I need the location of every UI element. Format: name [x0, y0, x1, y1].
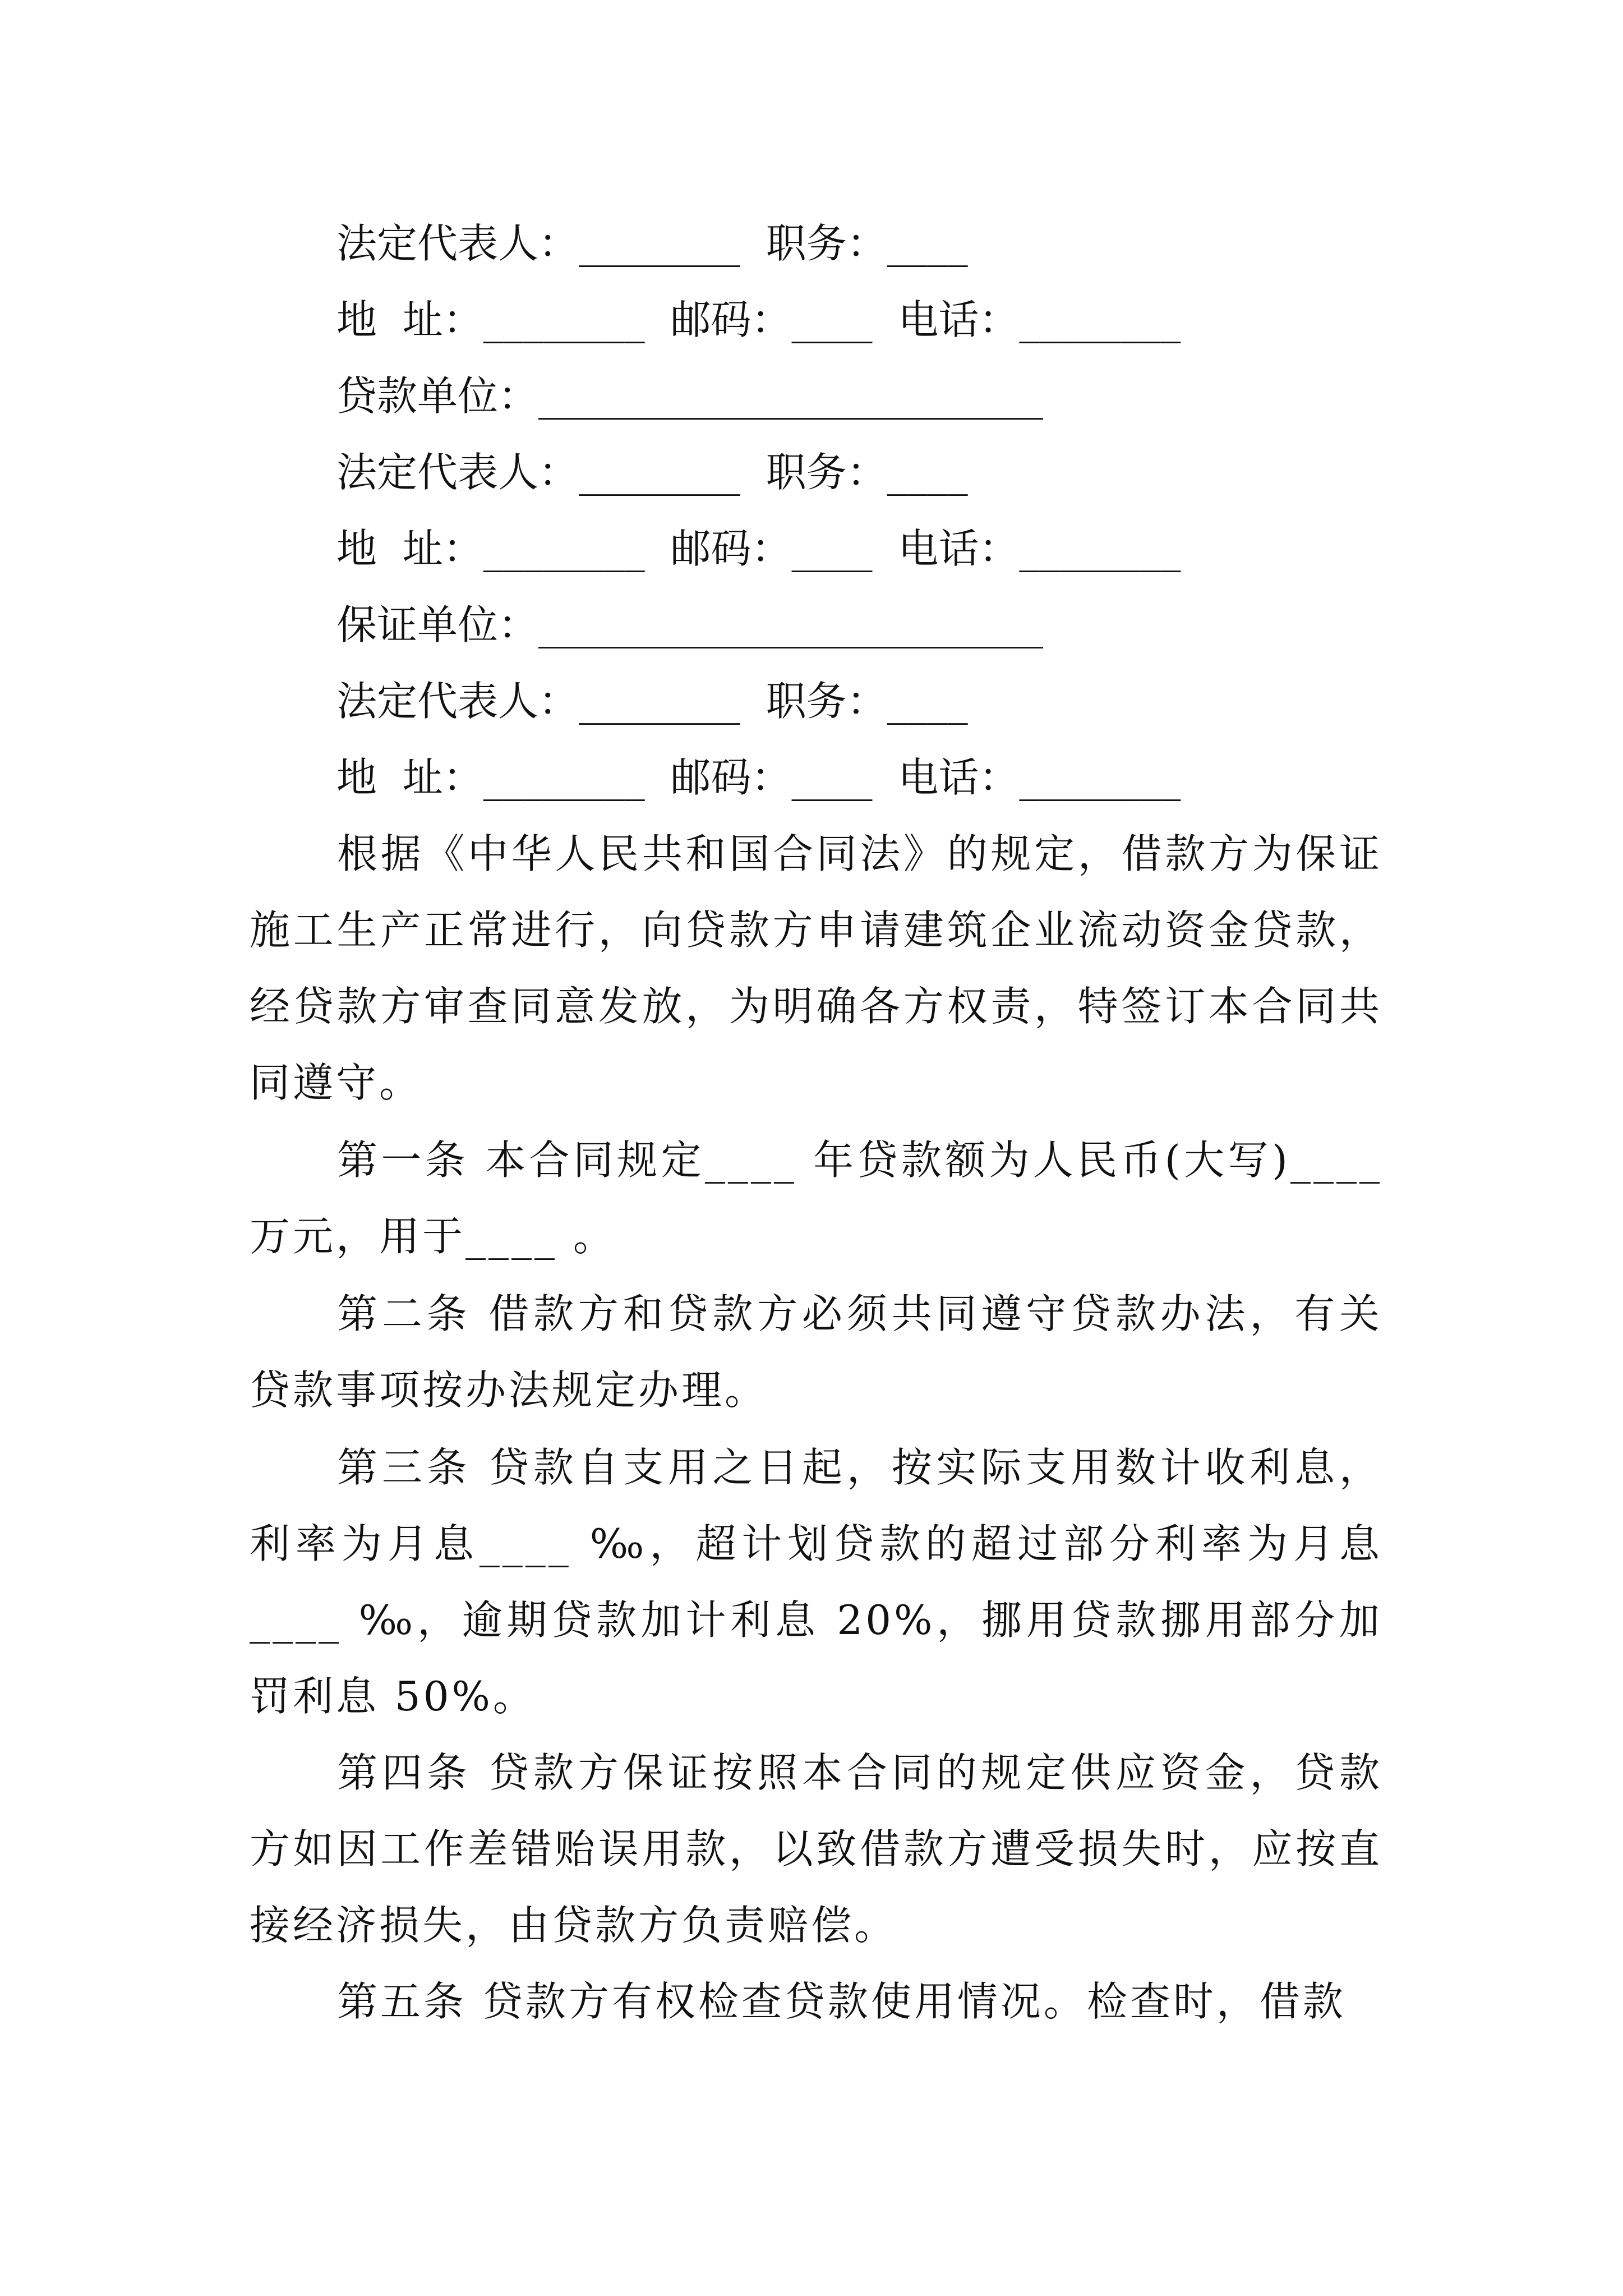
lender-line: 贷款单位：_________________________	[336, 372, 1044, 420]
legal-representative-line: 法定代表人：________ 职务：____	[336, 220, 968, 267]
article-3-paragraph: 第三条 贷款自支用之日起，按实际支用数计收利息，利率为月息____ ‰，超计划贷款的超过部分利率为月息____ ‰，逾期贷款加计利息 20%，挪用贷款挪用部分加罚利息 50%。	[250, 1444, 1382, 1720]
address-line: 地 址：________ 邮码：____ 电话：________	[336, 754, 1181, 801]
address-line: 地 址：________ 邮码：____ 电话：________	[336, 525, 1181, 572]
guarantor-line: 保证单位：_________________________	[336, 601, 1044, 648]
article-1-paragraph: 第一条 本合同规定____ 年贷款额为人民币(大写)____万元，用于____ 。	[250, 1137, 1382, 1260]
article-2-paragraph: 第二条 借款方和贷款方必须共同遵守贷款办法，有关贷款事项按办法规定办理。	[250, 1290, 1382, 1414]
article-5-paragraph: 第五条 贷款方有权检查贷款使用情况。检查时，借款	[337, 1978, 1346, 2025]
preamble-paragraph: 根据《中华人民共和国合同法》的规定，借款方为保证施工生产正常进行，向贷款方申请建筑企业流动资金贷款，经贷款方审查同意发放，为明确各方权责，特签订本合同共同遵守。	[250, 830, 1382, 1106]
address-line: 地 址：________ 邮码：____ 电话：________	[336, 296, 1181, 343]
legal-representative-line: 法定代表人：________ 职务：____	[336, 678, 968, 725]
legal-representative-line: 法定代表人：________ 职务：____	[336, 449, 968, 496]
article-4-paragraph: 第四条 贷款方保证按照本合同的规定供应资金，贷款方如因工作差错贻误用款，以致借款方遭受损失时，应按直接经济损失，由贷款方负责赔偿。	[250, 1749, 1382, 1949]
